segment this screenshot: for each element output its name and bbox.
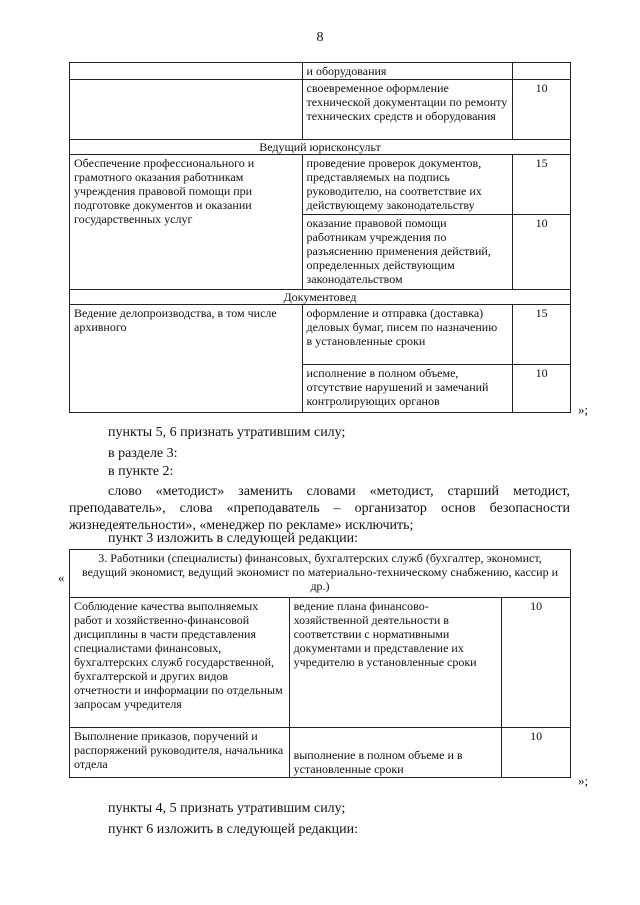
indicator-cell: исполнение в полном объеме, отсутствие нарушений и замечаний контролирующих органов [302,365,513,413]
indicator-text: в установленные сроки [306,334,426,348]
score-cell: 15 [513,305,571,365]
paragraph: в пункте 2: [108,464,174,479]
section-header-row [70,140,571,155]
table-row [70,80,571,140]
table-cell: и оборудования [302,63,513,80]
indicator-cell [302,305,513,365]
score-cell: 15 [513,155,571,215]
score-cell: 10 [502,728,571,778]
paragraph: пункт 6 изложить в следующей редакции: [108,822,358,837]
paragraph: пункт 3 изложить в следующей редакции: [108,531,358,546]
section-title: 3. Работники (специалисты) финансовых, бухгалтерских служб (бухгалтер, экономист, ведущий экономист, ведущий экономист по материально-техническому снабжению, кассир и др.) [70,550,571,598]
criterion-cell: Ведение делопроизводства, в том числе архивного [70,305,303,413]
table-row [70,305,571,365]
score-cell: 10 [513,365,571,413]
opening-quote: « [58,570,65,585]
indicator-cell: выполнение в полном объеме и в установленные сроки [289,728,502,778]
closing-quote: »; [578,773,589,788]
score-cell: 10 [502,598,571,728]
table-row [70,598,571,728]
indicator-text: оформление и отправка (доставка) деловых бумаг, писем по назначению [306,306,498,334]
criteria-table-1 [69,62,571,413]
table-row [70,63,571,80]
closing-quote: »; [578,402,589,417]
criterion-cell: Соблюдение качества выполняемых работ и хозяйственно-финансовой дисциплины в части представления специалистами финансовых, бухгалтерских служб государственной, бухгалтерской и других видов отчетности и информации по отдельным запросам учредителя [70,598,290,728]
section-header-row [70,290,571,305]
criterion-cell: Выполнение приказов, поручений и распоряжений руководителя, начальника отдела [70,728,290,778]
criterion-cell: Обеспечение профессионального и грамотного оказания работникам учреждения правовой помощи при подготовке документов и оказании государственных услуг [70,155,303,290]
indicator-cell: проведение проверок документов, представляемых на подпись руководителю, на соответствие их действующему законодательству [302,155,513,215]
table-row [70,728,571,778]
indicator-cell: оказание правовой помощи работникам учреждения по разъяснению применения действий, определенных действующим законодательством [302,215,513,290]
table-cell [70,80,303,140]
paragraph: в разделе 3: [108,446,178,461]
table-cell [513,63,571,80]
table-cell: своевременное оформление технической документации по ремонту технических средств и оборудования [302,80,513,140]
criteria-table-2 [69,549,571,778]
page-number: 8 [316,30,324,45]
section-title: Ведущий юрисконсульт [70,140,571,155]
indicator-cell: ведение плана финансово-хозяйственной деятельности в соответствии с нормативными документами и представление их учредителю в установленные сроки [289,598,502,728]
table-cell [70,63,303,80]
section-title: Документовед [70,290,571,305]
score-cell: 10 [513,80,571,140]
section-header-row [70,550,571,598]
paragraph: пункты 5, 6 признать утратившим силу; [108,425,346,440]
paragraph: пункты 4, 5 признать утратившим силу; [108,801,346,816]
score-cell: 10 [513,215,571,290]
table-row [70,155,571,215]
paragraph: слово «методист» заменить словами «методист, старший методист, преподаватель», слова «преподаватель – организатор основ безопасности жизнедеятельности», «менеджер по рекламе» исключить; [69,484,570,533]
